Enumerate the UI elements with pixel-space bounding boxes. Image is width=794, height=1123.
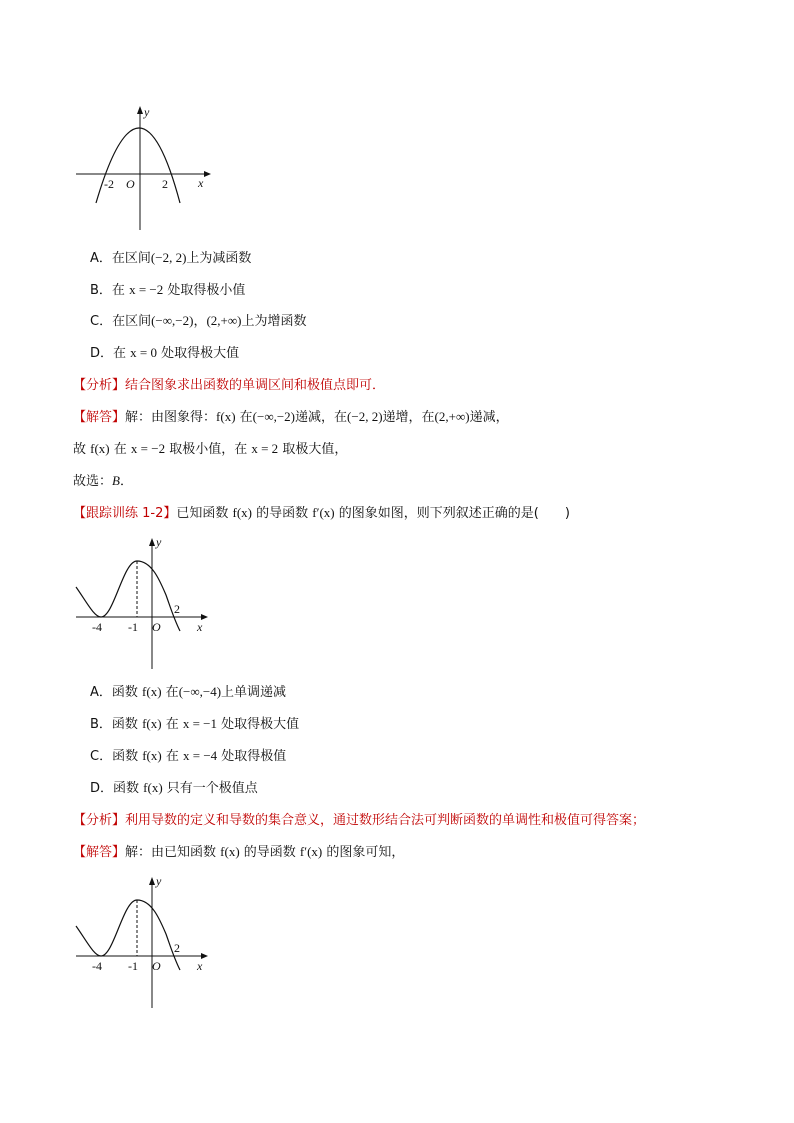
y-axis-arrow <box>149 877 155 885</box>
origin-label: O <box>152 959 161 973</box>
origin-label: O <box>152 620 161 634</box>
q1-analysis: 【分析】结合图象求出函数的单调区间和极值点即可． <box>73 378 386 393</box>
y-axis-label: y <box>144 105 150 119</box>
y-axis-label: y <box>156 874 162 888</box>
x-axis-label: x <box>198 176 204 190</box>
tick-label-2: 2 <box>174 602 180 616</box>
origin-label: O <box>126 177 135 191</box>
q1-option-d[interactable]: D．在 x = 0 处取得极大值 <box>90 345 240 361</box>
tick-label-neg1: -1 <box>128 620 138 634</box>
parabola-graph <box>70 100 220 235</box>
q2-option-c[interactable]: C．函数 f(x) 在 x = −4 处取得极值 <box>90 748 287 764</box>
tick-label-neg4: -4 <box>92 959 102 973</box>
x-axis-label: x <box>197 959 203 973</box>
q2-option-d[interactable]: D．函数 f(x) 只有一个极值点 <box>90 780 258 796</box>
x-axis-arrow <box>204 171 211 177</box>
q2-option-a[interactable]: A．函数 f(x) 在(−∞,−4)上单调递减 <box>90 684 287 700</box>
y-axis-label: y <box>156 535 162 549</box>
q2-option-b[interactable]: B．函数 f(x) 在 x = −1 处取得极大值 <box>90 716 300 732</box>
derivative-graph-2 <box>70 872 220 1012</box>
q1-option-c[interactable]: C．在区间(−∞,−2)，(2,+∞)上为增函数 <box>90 313 307 329</box>
q1-answer-line2: 故 f(x) 在 x = −2 取极小值，在 x = 2 取极大值， <box>73 441 348 457</box>
y-axis-arrow <box>149 538 155 546</box>
derivative-graph-1 <box>70 533 220 673</box>
q2-question: 【跟踪训练 1-2】已知函数 f(x) 的导函数 f′(x) 的图象如图，则下列叙述正确的是( ) <box>73 505 570 521</box>
parabola-curve <box>96 128 180 203</box>
tick-label-2: 2 <box>162 177 168 191</box>
q1-answer-line1: 【解答】解：由图象得：f(x) 在(−∞,−2)递减，在(−2, 2)递增，在(2,+∞)递减， <box>73 409 509 425</box>
tick-label-neg2: -2 <box>104 177 114 191</box>
q1-choice: 故选：B． <box>73 473 133 489</box>
q2-analysis: 【分析】利用导数的定义和导数的集合意义，通过数形结合法可判断函数的单调性和极值可得答案； <box>73 813 646 828</box>
tick-label-neg1: -1 <box>128 959 138 973</box>
q1-option-a[interactable]: A．在区间(−2, 2)上为减函数 <box>90 250 252 266</box>
q1-option-b[interactable]: B．在 x = −2 处取得极小值 <box>90 282 246 298</box>
x-axis-label: x <box>197 620 203 634</box>
tick-label-2: 2 <box>174 941 180 955</box>
y-axis-arrow <box>137 106 143 114</box>
q2-answer-line1: 【解答】解：由已知函数 f(x) 的导函数 f′(x) 的图象可知， <box>73 844 405 860</box>
tick-label-neg4: -4 <box>92 620 102 634</box>
